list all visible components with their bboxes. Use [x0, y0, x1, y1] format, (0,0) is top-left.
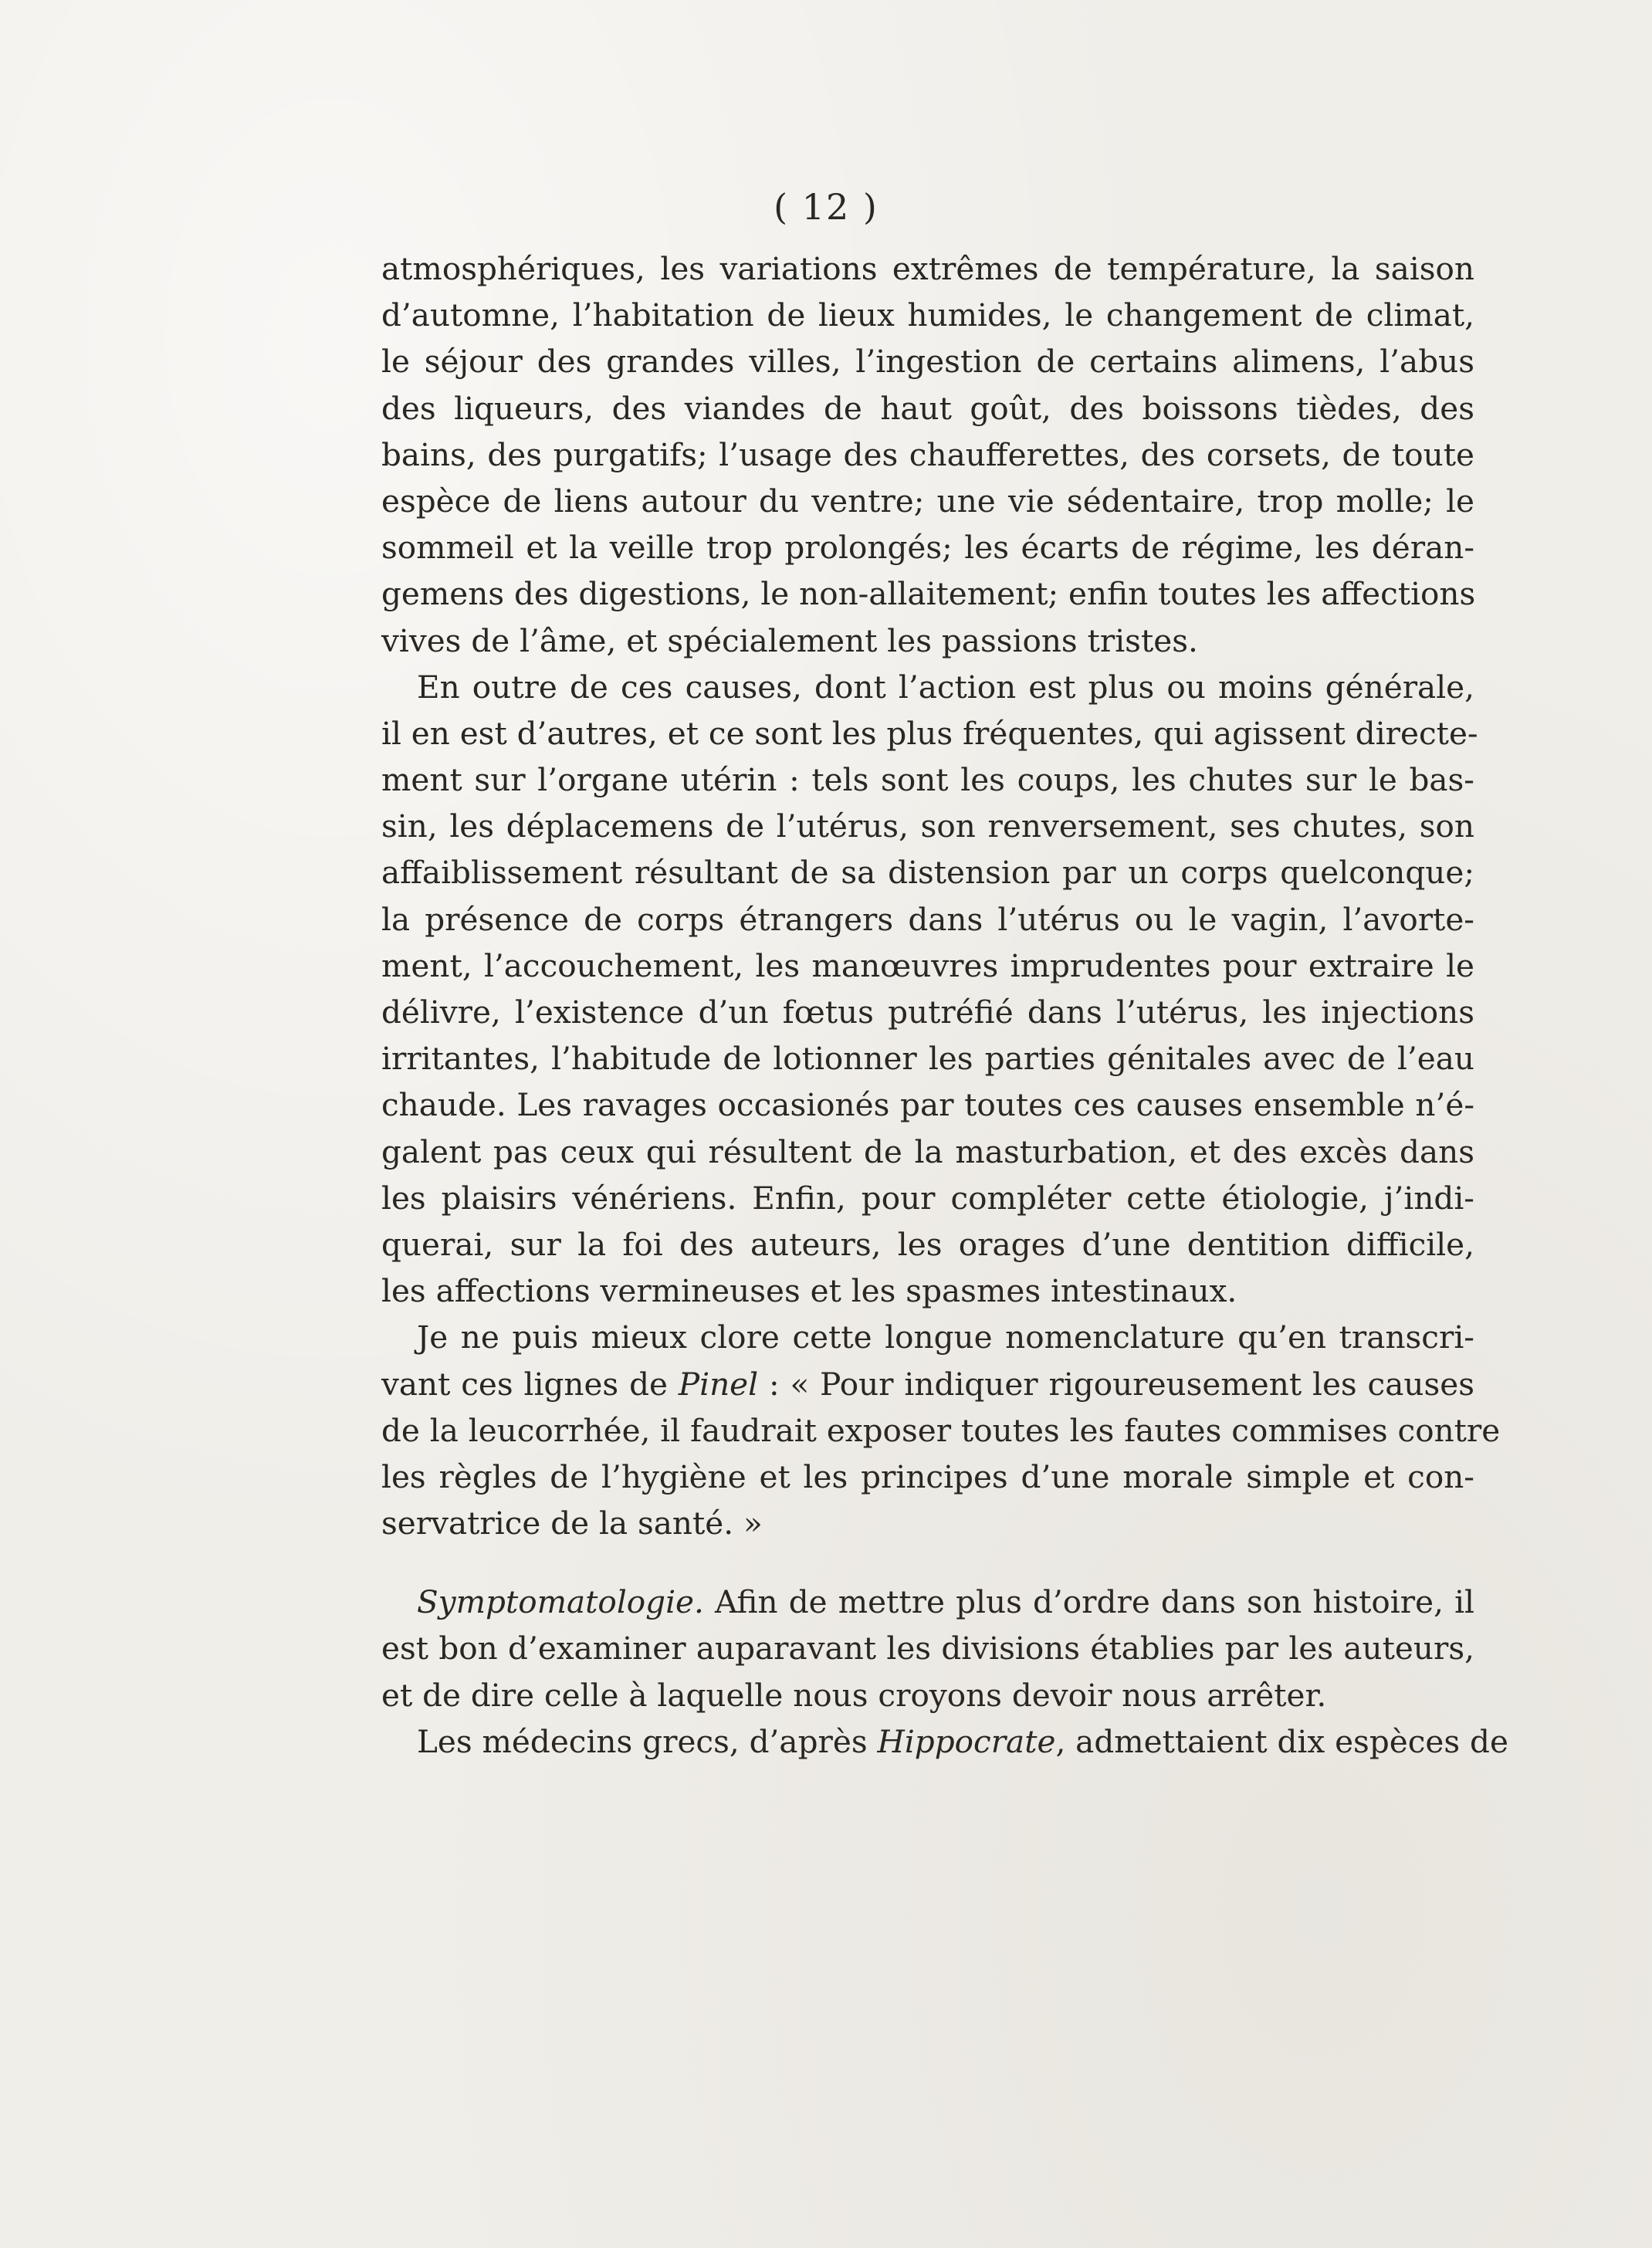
text-line: délivre, l’existence d’un fœtus putréfié dans l’utérus, les injections — [381, 994, 1474, 1031]
text-line: chaude. Les ravages occasionés par toutes ces causes ensemble n’é- — [381, 1086, 1474, 1124]
text-line: atmosphériques, les variations extrêmes de température, la saison — [381, 250, 1474, 287]
text-line: de la leucorrhée, il faudrait exposer toutes les fautes commises contre — [381, 1411, 1501, 1449]
text-line: querai, sur la foi des auteurs, les orages d’une dentition difficile, — [381, 1225, 1474, 1263]
text-line: espèce de liens autour du ventre; une vie sédentaire, trop molle; le — [381, 482, 1474, 520]
text-line: la présence de corps étrangers dans l’utérus ou le vagin, l’avorte- — [381, 900, 1474, 938]
section-gap — [381, 1546, 1474, 1579]
text-line: bains, des purgatifs; l’usage des chaufferettes, des corsets, de toute — [381, 435, 1474, 473]
text-line: sommeil et la veille trop prolongés; les écarts de régime, les déran- — [381, 529, 1474, 567]
page-number: ( 12 ) — [774, 186, 878, 228]
paragraph-medecins-grecs — [381, 1718, 1508, 1765]
text-fragment: , admettaient dix espèces de — [1055, 1722, 1508, 1760]
text-line: vives de l’âme, et spécialement les passions tristes. — [381, 621, 1198, 659]
text-line: les plaisirs vénériens. Enfin, pour compléter cette étiologie, j’indi- — [381, 1179, 1474, 1217]
text-line: irritantes, l’habitude de lotionner les parties génitales avec de l’eau — [381, 1040, 1474, 1078]
text-line: gemens des digestions, le non-allaitement; enfin toutes les affections — [381, 575, 1476, 613]
section-heading: Symptomatologie. — [417, 1583, 704, 1621]
text-line: sin, les déplacemens de l’utérus, son renversement, ses chutes, son — [381, 807, 1474, 845]
author-name-hippocrate: Hippocrate — [877, 1722, 1056, 1760]
author-name-pinel: Pinel — [678, 1365, 759, 1403]
text-line: servatrice de la santé. » — [381, 1505, 763, 1542]
text-line: En outre de ces causes, dont l’action est plus ou moins générale, — [417, 668, 1474, 706]
text-line-pinel — [381, 1361, 1474, 1407]
text-line: les règles de l’hygiène et les principes d’une morale simple et con- — [381, 1457, 1474, 1495]
text-fragment: vant ces lignes de — [381, 1365, 679, 1403]
text-line: ment, l’accouchement, les manœuvres imprudentes pour extraire le — [381, 946, 1474, 984]
text-fragment: : « Pour indiquer rigoureusement les causes — [758, 1365, 1475, 1403]
paragraph-causes-general — [381, 245, 1474, 664]
text-line: ment sur l’organe utérin : tels sont les coups, les chutes sur le bas- — [381, 761, 1474, 799]
text-line: Je ne puis mieux clore cette longue nomenclature qu’en transcri- — [417, 1319, 1474, 1356]
paragraph-causes-direct — [381, 664, 1478, 1315]
paragraph-symptomatologie — [381, 1579, 1474, 1718]
text-line: affaiblissement résultant de sa distension par un corps quelconque; — [381, 854, 1474, 892]
text-line: des liqueurs, des viandes de haut goût, des boissons tièdes, des — [381, 389, 1474, 427]
text-line-hippocrate — [381, 1718, 1508, 1765]
text-line: il en est d’autres, et ce sont les plus fréquentes, qui agissent directe- — [381, 714, 1478, 752]
text-line: les affections vermineuses et les spasmes intestinaux. — [381, 1272, 1237, 1310]
text-line: et de dire celle à laquelle nous croyons devoir nous arrêter. — [381, 1676, 1327, 1714]
text-fragment: Les médecins grecs, d’après — [417, 1722, 878, 1760]
text-line: d’automne, l’habitation de lieux humides, le changement de climat, — [381, 296, 1474, 334]
body-text — [381, 245, 1508, 1765]
text-line: le séjour des grandes villes, l’ingestion de certains alimens, l’abus — [381, 343, 1474, 381]
paragraph-pinel-quote — [381, 1314, 1501, 1546]
text-fragment: Afin de mettre plus d’ordre dans son histoire, il — [703, 1583, 1474, 1621]
text-line: galent pas ceux qui résultent de la masturbation, et des excès dans — [381, 1132, 1474, 1170]
text-line-heading — [381, 1579, 1474, 1625]
text-line: est bon d’examiner auparavant les divisions établies par les auteurs, — [381, 1630, 1474, 1667]
